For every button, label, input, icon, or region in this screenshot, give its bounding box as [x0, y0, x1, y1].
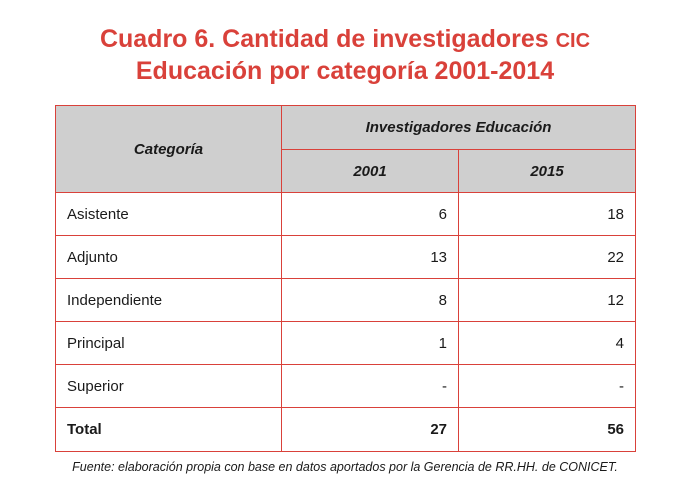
- cell-2001: 6: [282, 193, 459, 236]
- source-note: Fuente: elaboración propia con base en datos aportados por la Gerencia de RR.HH. de CONICET.: [72, 460, 618, 474]
- table-row: [56, 236, 636, 279]
- row-label: Asistente: [56, 193, 282, 236]
- cell-2015: 4: [459, 322, 636, 365]
- row-label: Principal: [56, 322, 282, 365]
- title-line-1-main: Cuadro 6. Cantidad de investigadores: [99, 25, 549, 53]
- row-label: Independiente: [56, 279, 282, 322]
- header-row-1: [56, 106, 636, 150]
- title-line-1-acronym: CIC: [555, 30, 591, 52]
- total-2001: 27: [282, 408, 459, 452]
- group-header: Investigadores Educación: [282, 106, 636, 150]
- cell-2001: -: [282, 365, 459, 408]
- cell-2015: 12: [459, 279, 636, 322]
- title-line-2: Educación por categoría 2001-2014: [135, 57, 555, 85]
- total-2015: 56: [459, 408, 636, 452]
- total-row: [56, 408, 636, 452]
- cell-2001: 8: [282, 279, 459, 322]
- table-title: [0, 24, 690, 86]
- row-label: Superior: [56, 365, 282, 408]
- table-row: [56, 279, 636, 322]
- cell-2001: 1: [282, 322, 459, 365]
- cell-2015: 22: [459, 236, 636, 279]
- cell-2015: 18: [459, 193, 636, 236]
- researchers-table: [55, 105, 636, 452]
- cell-2015: -: [459, 365, 636, 408]
- table-row: [56, 322, 636, 365]
- total-label: Total: [56, 408, 282, 452]
- row-label: Adjunto: [56, 236, 282, 279]
- table-row: [56, 193, 636, 236]
- year-header-2015: 2015: [459, 150, 636, 193]
- table-row: [56, 365, 636, 408]
- cell-2001: 13: [282, 236, 459, 279]
- title-line-1: [100, 25, 590, 53]
- year-header-2001: 2001: [282, 150, 459, 193]
- category-header: Categoría: [56, 106, 282, 193]
